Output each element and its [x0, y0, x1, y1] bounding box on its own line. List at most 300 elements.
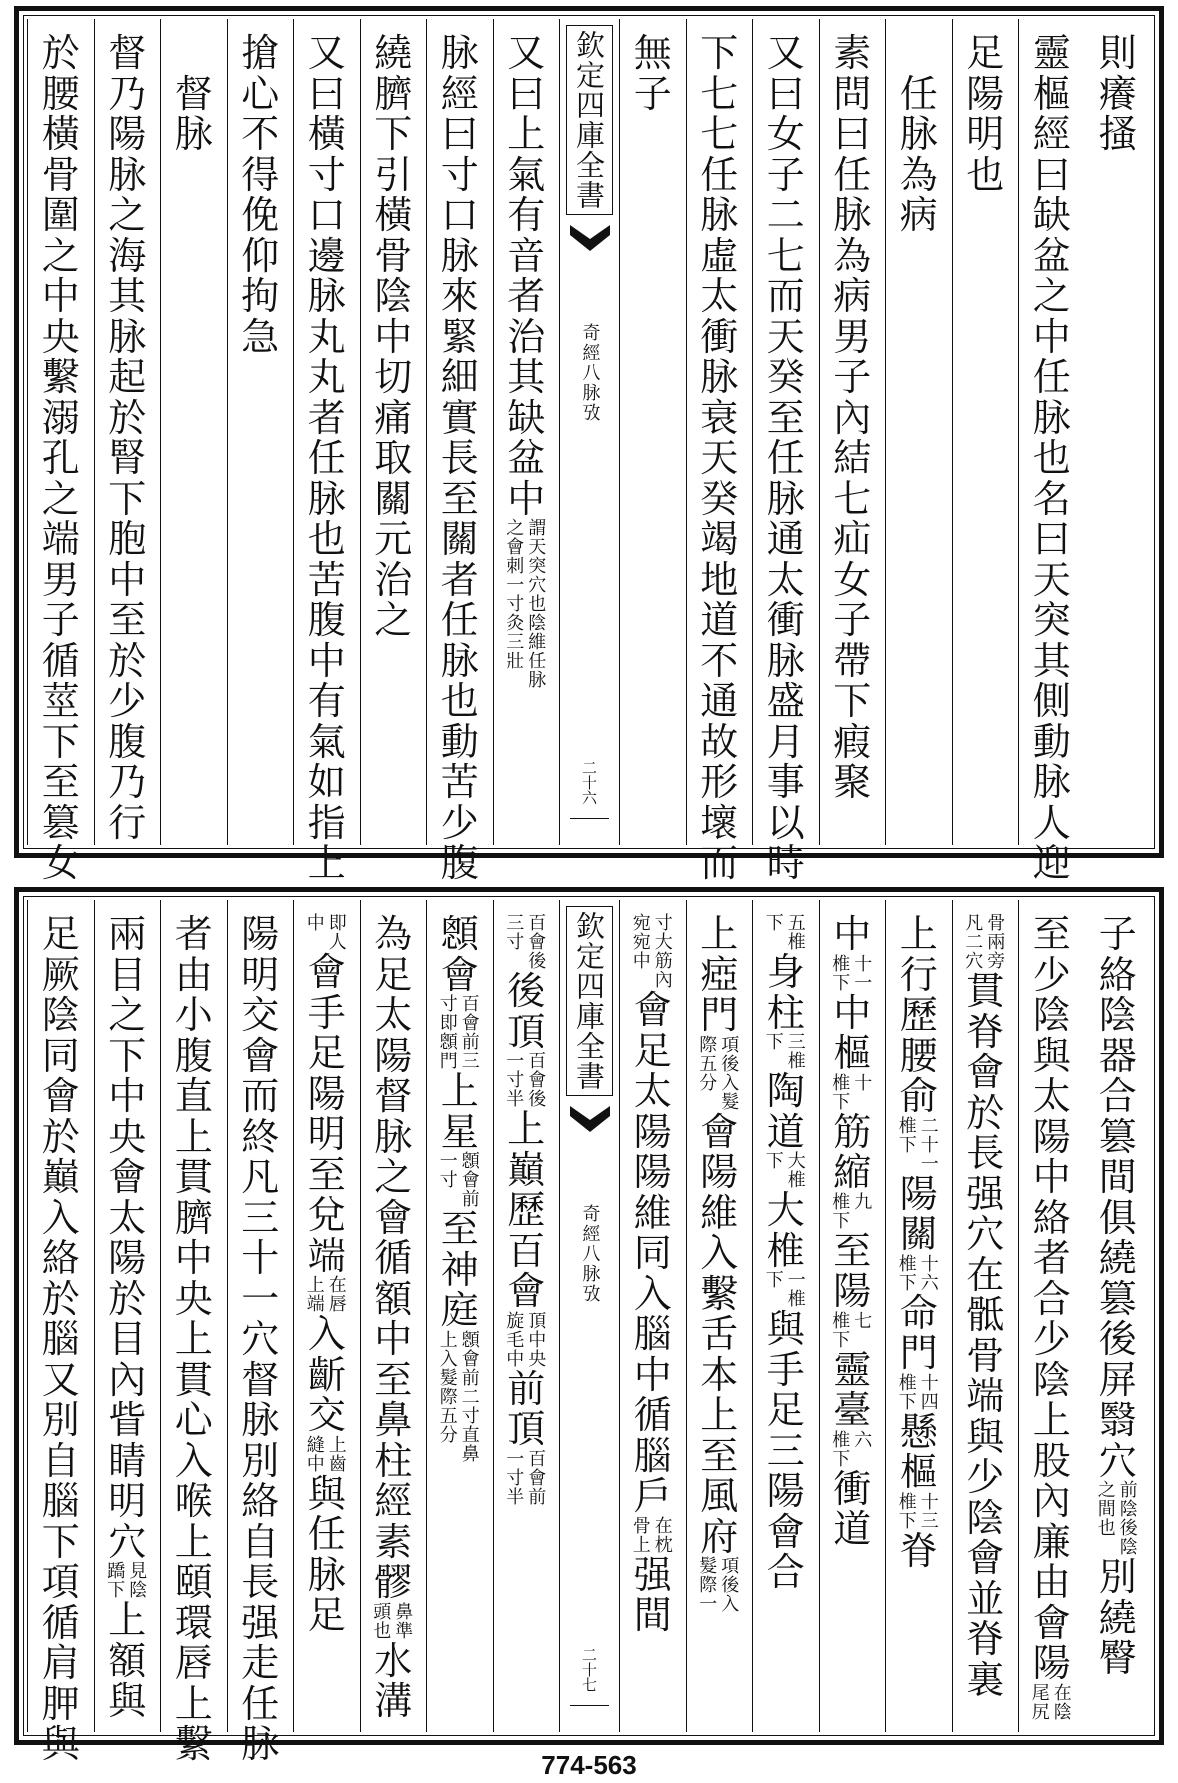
annotation-char: 椎	[832, 1072, 851, 1094]
glyph: 為	[374, 912, 413, 956]
glyph: 至	[440, 1207, 479, 1251]
glyph: 肩	[41, 1641, 80, 1685]
annotation-char: 下	[898, 1391, 917, 1413]
glyph: 於	[41, 1114, 80, 1159]
glyph: 繞	[374, 31, 413, 75]
annotation-char: 刺	[506, 556, 525, 577]
glyph: 至	[374, 1357, 413, 1402]
annotation-pair	[820, 1431, 886, 1469]
annotation-left	[373, 1603, 391, 1641]
annotation-char: 大	[654, 932, 673, 953]
annotation-char: 鼻	[461, 1443, 480, 1465]
glyph: 庭	[440, 1288, 479, 1332]
annotation-char: 大	[787, 1151, 806, 1172]
glyph: 同	[633, 1231, 672, 1275]
glyph: 中	[833, 990, 872, 1035]
annotation-char: 後	[721, 1575, 740, 1596]
annotation-char: 半	[506, 1089, 525, 1110]
annotation-char: 半	[506, 1486, 525, 1508]
glyph: 篡	[1098, 1276, 1137, 1321]
annotation-right	[788, 914, 806, 952]
glyph: 頤	[174, 1560, 213, 1604]
glyph: 脉	[766, 638, 805, 683]
glyph: 少	[966, 1455, 1005, 1499]
glyph: 脉	[174, 112, 213, 156]
glyph: 突	[1032, 598, 1071, 642]
text-column	[426, 19, 493, 885]
glyph: 其	[507, 355, 546, 399]
annotation-char: 人	[328, 932, 347, 953]
annotation-char: 後	[528, 1089, 547, 1110]
annotation-pair	[294, 1276, 360, 1314]
glyph: 下	[374, 112, 413, 156]
glyph: 上	[507, 112, 546, 156]
glyph: 巔	[41, 1155, 80, 1199]
glyph: 苦	[307, 557, 346, 602]
annotation-char: 下	[832, 1448, 851, 1470]
annotation-char: 穴	[528, 575, 547, 596]
annotation-char: 際	[439, 1386, 458, 1408]
annotation-char: 突	[528, 556, 547, 577]
glyph: 絡	[1032, 1195, 1071, 1240]
glyph: 督	[374, 1074, 413, 1118]
glyph: 於	[41, 1276, 80, 1321]
glyph: 下	[700, 31, 739, 75]
glyph: 筋	[833, 1109, 872, 1154]
glyph: 翳	[1098, 1398, 1137, 1442]
text-column	[885, 900, 952, 1732]
glyph: 太	[374, 993, 413, 1037]
glyph: 太	[108, 1195, 147, 1240]
annotation-char: 下	[832, 1091, 851, 1113]
glyph: 由	[1032, 1560, 1071, 1604]
glyph: 別	[41, 1398, 80, 1442]
annotation-right	[462, 1152, 480, 1209]
glyph: 緊	[440, 314, 479, 359]
annotation-right	[788, 1271, 806, 1309]
glyph: 疝	[833, 517, 872, 561]
annotation-left	[1098, 1481, 1116, 1557]
annotation-char: 之	[1097, 1480, 1116, 1501]
glyph: 額	[374, 1276, 413, 1321]
glyph: 腹	[108, 719, 147, 764]
annotation-char: 下	[832, 1210, 851, 1232]
glyph: 陽	[633, 1109, 672, 1154]
annotation-right	[528, 1312, 546, 1369]
glyph: 衝	[700, 314, 739, 359]
glyph: 故	[700, 719, 739, 764]
annotation-right	[788, 1152, 806, 1190]
glyph: 至	[1032, 912, 1071, 956]
glyph: 府	[700, 1514, 739, 1559]
glyph: 脉	[108, 314, 147, 359]
glyph: 陽	[966, 71, 1005, 116]
glyph: 少	[1032, 952, 1071, 997]
glyph: 圍	[41, 193, 80, 237]
glyph: 端	[41, 517, 80, 561]
annotation-char: 三	[920, 1510, 939, 1532]
glyph: 上	[1032, 1398, 1071, 1442]
glyph: 缺	[1032, 193, 1071, 237]
glyph: 問	[833, 71, 872, 116]
annotation-char: 寸	[506, 1070, 525, 1091]
folio-number: 二十七	[580, 1647, 598, 1692]
glyph: 細	[440, 355, 479, 399]
annotation-char: 十	[920, 1253, 939, 1275]
glyph: 瘂	[700, 952, 739, 997]
glyph: 搔	[1098, 112, 1137, 156]
glyph: 為	[899, 152, 938, 197]
glyph: 足	[374, 952, 413, 997]
glyph: 陰	[41, 993, 80, 1037]
glyph: 治	[374, 557, 413, 602]
text-column	[885, 19, 952, 845]
annotation-char: 陰	[1119, 1537, 1138, 1558]
glyph: 手	[307, 990, 346, 1035]
glyph: 海	[108, 233, 147, 278]
annotation-char: 下	[832, 972, 851, 994]
glyph: 子	[833, 355, 872, 399]
annotation-char: 椎	[832, 1191, 851, 1213]
annotation-char: 中	[306, 913, 325, 934]
glyph: 仰	[241, 233, 280, 278]
annotation-pair	[494, 1450, 560, 1507]
annotation-char: 凡	[965, 913, 984, 934]
annotation-left	[832, 955, 850, 993]
glyph: 央	[174, 1276, 213, 1321]
annotation-char: 鼻	[395, 1601, 414, 1623]
annotation-char: 二	[920, 1115, 939, 1137]
annotation-left	[832, 1193, 850, 1231]
glyph: 內	[833, 395, 872, 440]
glyph: 脉	[307, 476, 346, 521]
text-column	[227, 19, 294, 845]
glyph: 篡	[41, 800, 80, 845]
annotation-char: 也	[1097, 1518, 1116, 1539]
glyph: 同	[41, 1033, 80, 1078]
glyph: 繫	[174, 1722, 213, 1766]
glyph: 至	[108, 598, 147, 642]
annotation-char: 也	[528, 594, 547, 615]
glyph: 眥	[108, 1398, 147, 1442]
glyph: 任	[307, 436, 346, 480]
glyph: 又	[766, 31, 805, 75]
glyph: 舌	[700, 1312, 739, 1356]
annotation-char: 會	[461, 1013, 480, 1034]
glyph: 子	[833, 598, 872, 642]
annotation-char: 穴	[965, 951, 984, 972]
glyph: 强	[633, 1552, 672, 1597]
annotation-char: 灸	[506, 613, 525, 634]
glyph: 行	[899, 952, 938, 997]
glyph: 別	[1098, 1555, 1137, 1599]
glyph: 脉	[899, 112, 938, 156]
annotation-char: 維	[528, 632, 547, 653]
annotation-right	[854, 1193, 872, 1231]
glyph: 中	[833, 912, 872, 956]
spine-rule	[570, 1705, 609, 1706]
annotation-char: 上	[632, 1534, 651, 1556]
annotation-right	[921, 1493, 939, 1531]
annotation-left	[506, 1450, 524, 1507]
glyph: 病	[833, 274, 872, 318]
glyph: 額	[108, 1638, 147, 1683]
annotation-left	[832, 1312, 850, 1350]
glyph: 急	[241, 314, 280, 359]
glyph: 又	[507, 31, 546, 75]
glyph: 循	[633, 1393, 672, 1437]
annotation-char: 兩	[987, 932, 1006, 953]
glyph: 水	[374, 1638, 413, 1683]
glyph: 由	[174, 952, 213, 997]
glyph: 陰	[966, 1495, 1005, 1540]
annotation-char: 百	[528, 913, 547, 934]
glyph: 通	[766, 517, 805, 561]
annotation-char: 見	[129, 1561, 148, 1582]
glyph: 直	[174, 1074, 213, 1118]
glyph: 有	[307, 679, 346, 723]
annotation-char: 一	[439, 1151, 458, 1172]
glyph: 後	[507, 969, 546, 1013]
glyph: 入	[700, 1231, 739, 1275]
glyph: 行	[108, 800, 147, 845]
annotation-char: 下	[898, 1272, 917, 1294]
glyph: 下	[108, 1033, 147, 1078]
annotation-pair	[494, 1052, 560, 1109]
annotation-char: 五	[787, 913, 806, 934]
annotation-char: 椎	[898, 1491, 917, 1513]
annotation-char: 陰	[129, 1580, 148, 1601]
annotation-char: 髮	[721, 1091, 740, 1113]
glyph: 明	[307, 1112, 346, 1156]
annotation-left	[506, 1312, 524, 1369]
fishtail-mark-icon	[568, 1104, 612, 1134]
annotation-left	[766, 914, 784, 952]
glyph: 曰	[833, 112, 872, 156]
glyph: 厥	[41, 952, 80, 997]
glyph: 衰	[700, 395, 739, 440]
annotation-char: 間	[1097, 1499, 1116, 1520]
glyph: 樞	[1032, 71, 1071, 116]
glyph: 入	[633, 1271, 672, 1316]
annotation-pair	[687, 1557, 753, 1614]
annotation-left	[633, 914, 651, 990]
text-column	[27, 19, 94, 885]
glyph: 痛	[374, 395, 413, 440]
annotation-left	[506, 519, 524, 690]
annotation-pair	[294, 914, 360, 952]
glyph: 間	[633, 1593, 672, 1637]
glyph: 上	[108, 1598, 147, 1642]
glyph: 脉	[1032, 760, 1071, 804]
glyph: 而	[766, 274, 805, 318]
glyph: 足	[41, 912, 80, 956]
glyph: 地	[700, 557, 739, 602]
glyph: 側	[1032, 679, 1071, 723]
glyph: 會	[633, 988, 672, 1032]
text-column	[619, 19, 686, 845]
annotation-right	[721, 1557, 739, 1614]
annotation-left	[699, 1557, 717, 1614]
glyph: 關	[374, 476, 413, 521]
glyph: 曰	[1032, 152, 1071, 197]
glyph: 足	[766, 1388, 805, 1432]
glyph: 治	[507, 314, 546, 359]
glyph: 不	[241, 112, 280, 156]
text-column	[686, 19, 753, 885]
annotation-char: 門	[439, 1051, 458, 1072]
annotation-left	[699, 1036, 717, 1112]
glyph: 會	[41, 1074, 80, 1118]
text-column	[819, 19, 886, 845]
glyph: 合	[766, 1550, 805, 1594]
glyph: 道	[700, 598, 739, 642]
glyph: 於	[108, 395, 147, 440]
annotation-char: 在	[1053, 1682, 1072, 1704]
glyph: 陽	[108, 1236, 147, 1280]
annotation-char: 後	[1119, 1518, 1138, 1539]
glyph: 下	[41, 1519, 80, 1564]
annotation-left	[107, 1562, 125, 1600]
glyph: 女	[833, 557, 872, 602]
glyph: 於	[108, 1276, 147, 1321]
glyph: 陽	[700, 1150, 739, 1194]
glyph	[886, 33, 952, 74]
glyph: 音	[507, 233, 546, 278]
glyph: 穴	[1098, 1438, 1137, 1483]
glyph: 明	[108, 1479, 147, 1523]
glyph: 之	[108, 193, 147, 237]
glyph: 手	[766, 1347, 805, 1392]
glyph: 中	[307, 638, 346, 683]
glyph: 中	[633, 1352, 672, 1397]
glyph: 也	[966, 152, 1005, 197]
glyph: 中	[1032, 314, 1071, 359]
glyph: 而	[700, 841, 739, 885]
glyph: 女	[766, 112, 805, 156]
glyph: 自	[41, 1438, 80, 1483]
annotation-char: 下	[832, 1329, 851, 1351]
glyph: 也	[1032, 436, 1071, 480]
annotation-left	[307, 1436, 325, 1474]
glyph: 脉	[440, 233, 479, 278]
glyph: 橫	[374, 193, 413, 237]
glyph: 之	[41, 476, 80, 521]
glyph: 通	[700, 679, 739, 723]
annotation-left	[440, 995, 458, 1071]
glyph: 穴	[241, 1317, 280, 1361]
annotation-char: 齒	[328, 1453, 347, 1475]
glyph: 形	[700, 760, 739, 804]
glyph: 癸	[766, 355, 805, 399]
annotation-char: 一	[787, 1270, 806, 1291]
annotation-right	[987, 914, 1005, 971]
fishtail-mark-icon	[568, 223, 612, 253]
glyph: 喉	[174, 1479, 213, 1523]
annotation-char: 四	[920, 1391, 939, 1413]
glyph: 靈	[833, 1347, 872, 1392]
annotation-right	[528, 914, 546, 971]
text-column	[493, 19, 560, 845]
annotation-char: 上	[306, 1275, 325, 1296]
glyph: 交	[307, 1393, 346, 1437]
annotation-char: 宛	[632, 932, 651, 953]
annotation-pair	[1085, 1481, 1152, 1557]
annotation-char: 旋	[506, 1310, 525, 1332]
annotation-char: 脉	[528, 670, 547, 691]
glyph: 至	[700, 1433, 739, 1478]
annotation-left	[766, 1152, 784, 1190]
glyph: 至	[766, 395, 805, 440]
annotation-char: 寸	[439, 1170, 458, 1191]
annotation-char: 前	[461, 1032, 480, 1053]
glyph: 中	[108, 1074, 147, 1118]
glyph: 脉	[307, 274, 346, 318]
glyph: 溺	[41, 395, 80, 440]
glyph: 寸	[440, 152, 479, 197]
page-reference: 774-563	[541, 1750, 637, 1780]
glyph: 於	[966, 1090, 1005, 1135]
annotation-pair	[820, 1193, 886, 1231]
glyph: 於	[41, 31, 80, 75]
annotation-char: 後	[721, 1053, 740, 1075]
annotation-right	[854, 1431, 872, 1469]
annotation-char: 下	[898, 1134, 917, 1156]
glyph: 中	[1032, 1155, 1071, 1199]
glyph: 柱	[766, 990, 805, 1035]
glyph: 氣	[307, 719, 346, 764]
glyph: 端	[966, 1374, 1005, 1418]
book-title: 欽定四庫全書	[566, 25, 613, 215]
annotation-pair	[820, 955, 886, 993]
glyph: 任	[700, 152, 739, 197]
glyph: 小	[174, 993, 213, 1037]
glyph: 會	[1032, 1600, 1071, 1645]
glyph: 曰	[440, 112, 479, 156]
glyph: 上	[174, 1681, 213, 1726]
glyph: 胞	[108, 517, 147, 561]
text-column	[1085, 900, 1152, 1732]
glyph: 央	[41, 314, 80, 359]
glyph: 脉	[833, 193, 872, 237]
glyph: 本	[700, 1352, 739, 1397]
annotation-char: 椎	[832, 1310, 851, 1332]
glyph: 邊	[307, 233, 346, 278]
annotation-char: 壯	[506, 651, 525, 672]
glyph: 七	[766, 233, 805, 278]
glyph: 與	[1032, 1033, 1071, 1078]
annotation-char: 際	[699, 1034, 718, 1056]
glyph: 脉	[440, 31, 479, 75]
annotation-left	[506, 1052, 524, 1109]
glyph: 足	[633, 1028, 672, 1073]
annotation-right	[788, 1033, 806, 1071]
glyph: 骨	[966, 1333, 1005, 1378]
glyph: 脉	[241, 1398, 280, 1442]
annotation-right	[329, 914, 347, 952]
glyph: 上	[174, 1519, 213, 1564]
glyph: 上	[899, 912, 938, 956]
annotation-char: 六	[854, 1429, 873, 1451]
glyph: 者	[1032, 1236, 1071, 1280]
annotation-char: 項	[721, 1556, 740, 1577]
annotation-left	[832, 1074, 850, 1112]
glyph: 穴	[108, 1519, 147, 1564]
text-column	[293, 19, 360, 885]
glyph: 心	[174, 1398, 213, 1442]
annotation-char: 顖	[461, 1329, 480, 1351]
glyph: 自	[241, 1519, 280, 1564]
